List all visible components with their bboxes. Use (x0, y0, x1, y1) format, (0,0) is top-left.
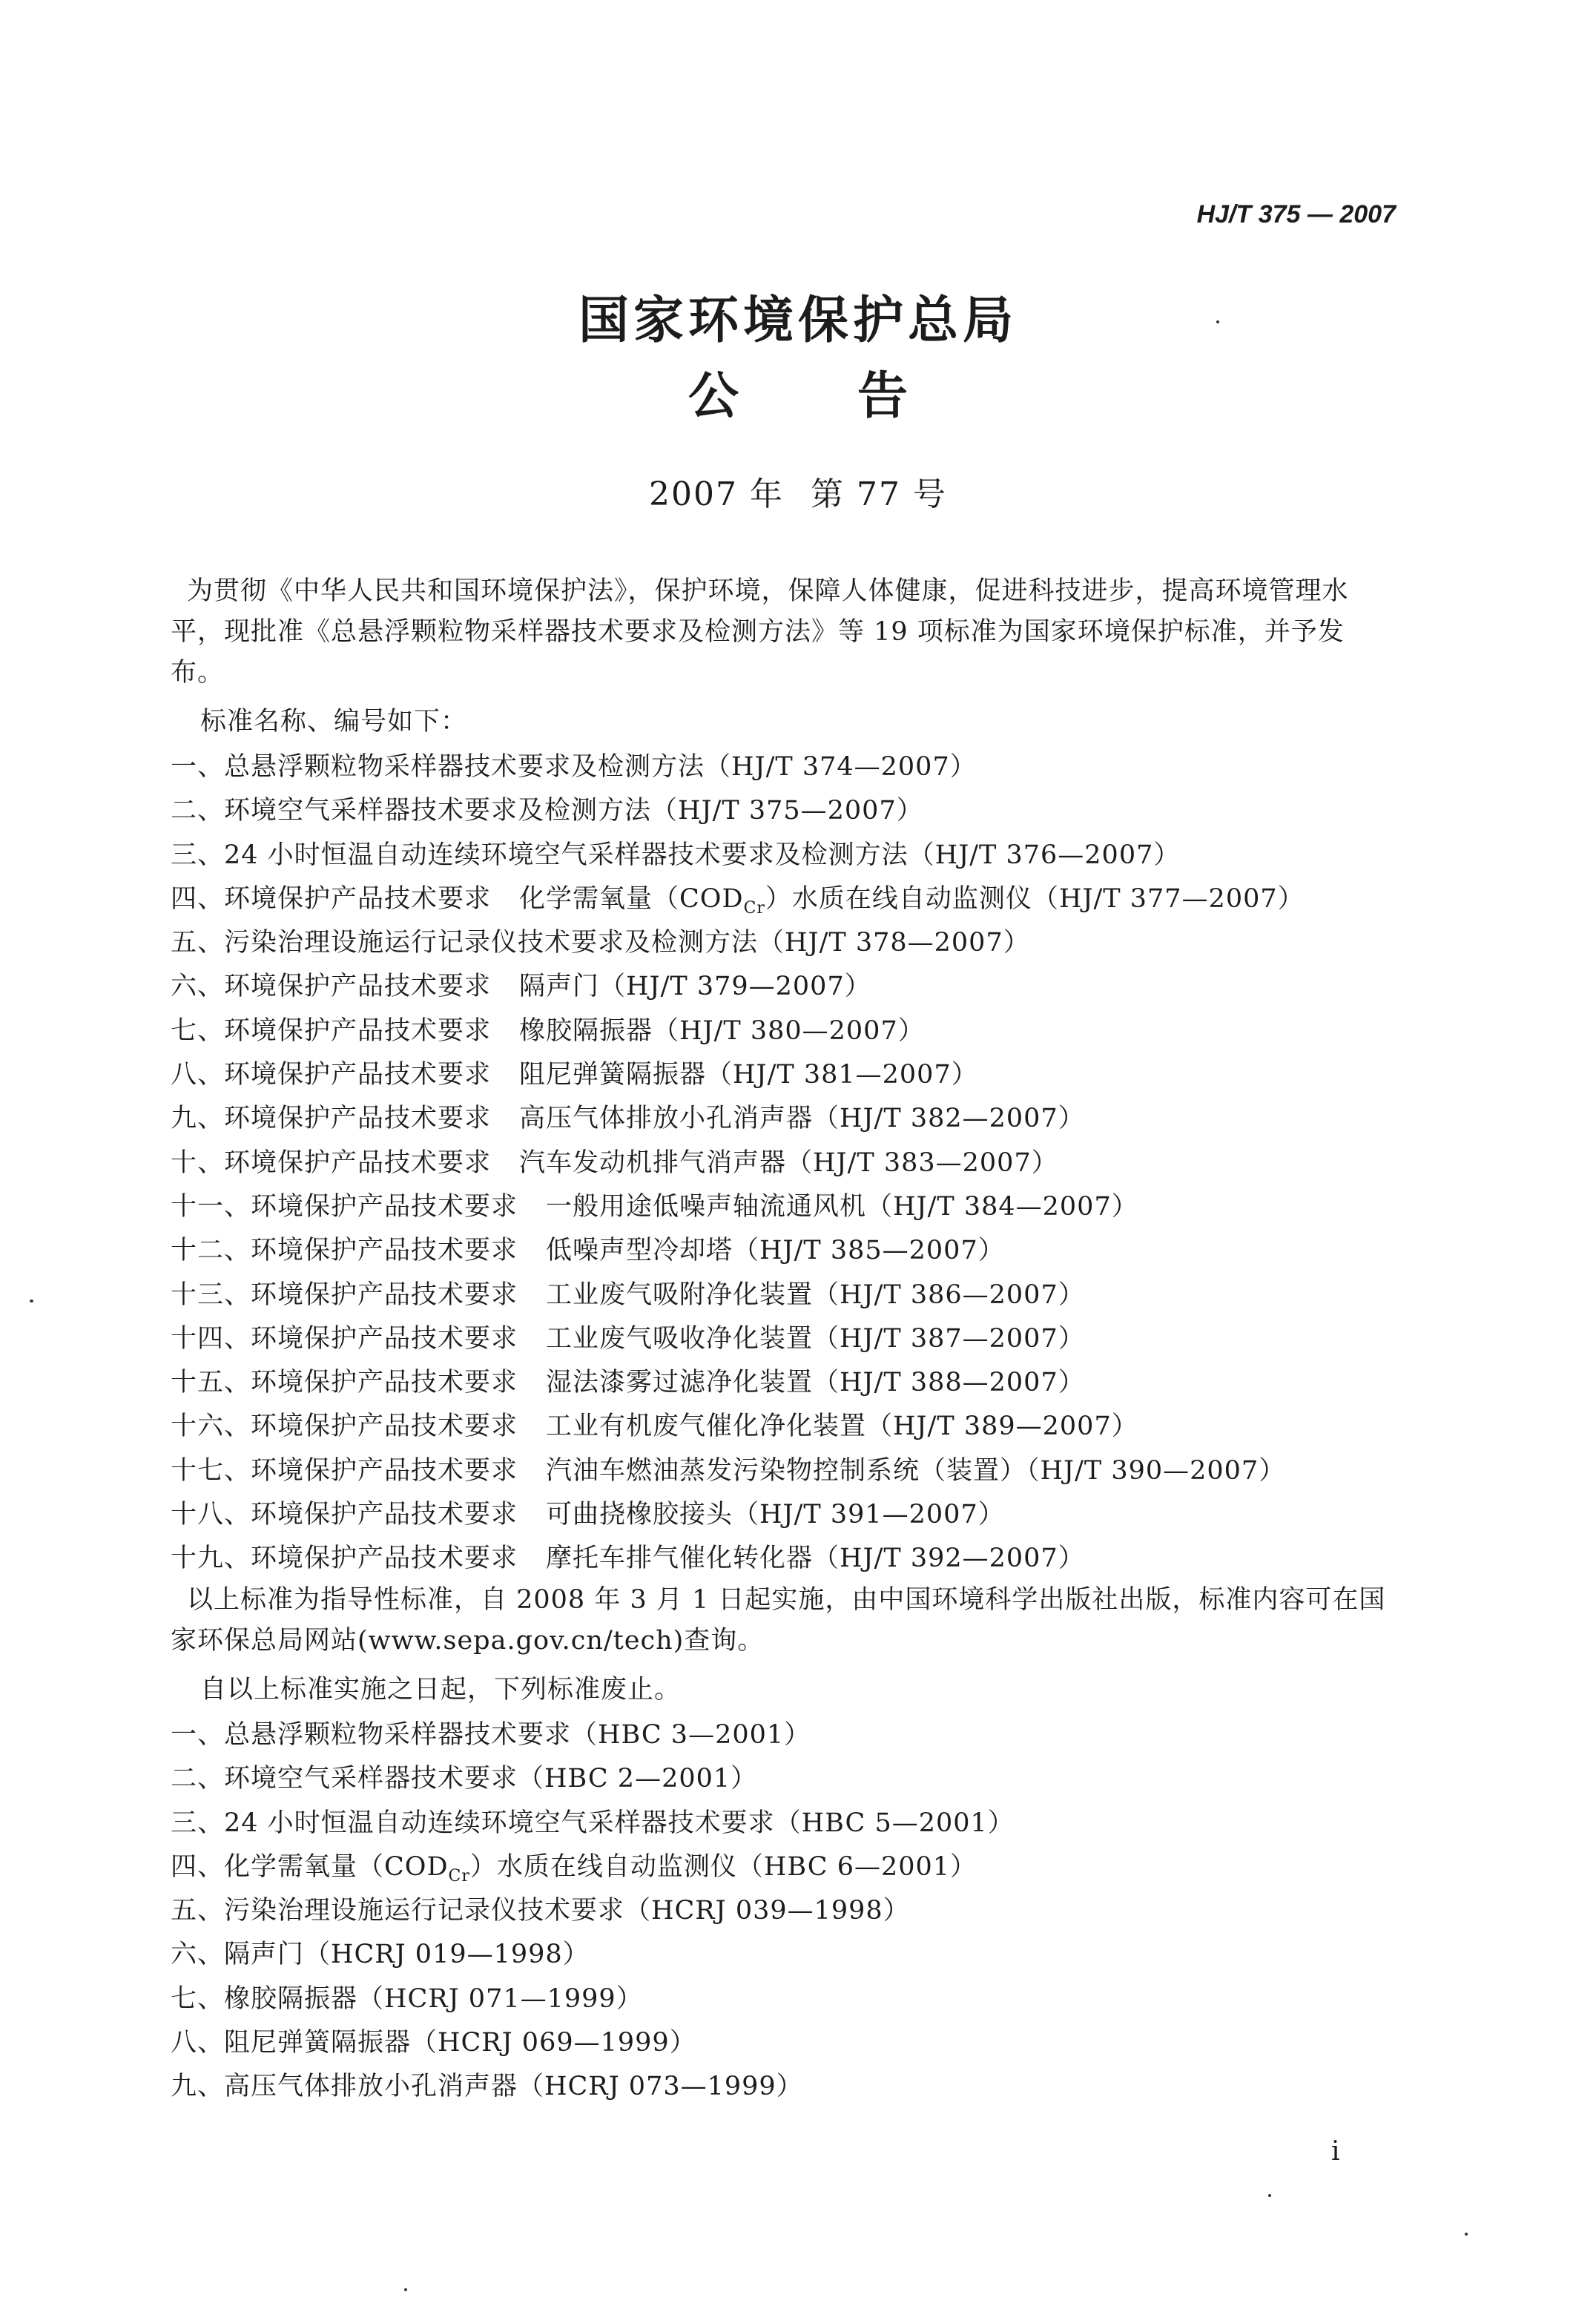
standard-code: （HJ/T 376—2007） (908, 840, 1181, 870)
abolished-item: 四、化学需氧量$(COD_{Cr})$水质在线自动监测仪（HBC 6—2001） (171, 1851, 977, 1886)
standard-code: （HJ/T 390—2007） (1026, 1455, 1286, 1486)
intro-paragraph: 为贯彻《中华人民共和国环境保护法》，保护环境，保障人体健康，促进科技进步，提高环境管理水平，现批准《总悬浮颗粒物采样器技术要求及检测方法》等 19 项标准为国家环境保护标准，并予发布。 (171, 576, 1349, 688)
abolished-item: 一、总悬浮颗粒物采样器技术要求（HBC 3—2001） (171, 1720, 811, 1750)
standard-code: （HJ/T 381—2007） (706, 1060, 978, 1090)
standard-prefix: 五、污染治理设施运行记录仪技术要求及检测方法 (171, 928, 759, 958)
standard-code: （HJ/T 382—2007） (813, 1104, 1085, 1134)
standard-item (171, 1185, 1305, 1229)
scan-speck (404, 2288, 407, 2291)
standard-name: 工业废气吸附净化装置 (546, 1279, 814, 1310)
standard-code-header: HJ/T 375 — 2007 (1196, 200, 1396, 228)
standard-code: （HJ/T 389—2007） (866, 1412, 1138, 1442)
standard-item (171, 789, 1305, 833)
standard-prefix: 十、环境保护产品技术要求 (171, 1147, 492, 1178)
standard-prefix: 六、环境保护产品技术要求 (171, 972, 492, 1002)
standard-code: （HJ/T 384—2007） (866, 1191, 1138, 1222)
issue-line (0, 467, 1596, 515)
standard-item (171, 921, 1305, 965)
standard-code: （HJ/T 375—2007） (651, 796, 923, 826)
standard-item (171, 1010, 1305, 1053)
standard-code: （HJ/T 385—2007） (733, 1236, 1005, 1266)
standard-item (171, 1097, 1305, 1141)
standard-prefix: 十二、环境保护产品技术要求 (171, 1236, 518, 1266)
standard-code: （HJ/T 383—2007） (786, 1147, 1058, 1178)
standard-item (171, 1317, 1305, 1361)
standard-item (171, 1405, 1305, 1449)
standard-prefix: 一、总悬浮颗粒物采样器技术要求及检测方法 (171, 752, 705, 782)
standard-item (171, 1142, 1305, 1185)
scan-speck (1268, 2194, 1271, 2197)
standard-item (171, 1361, 1305, 1405)
issue-year: 2007 年 (649, 475, 784, 513)
standard-item (171, 1537, 1305, 1581)
standard-prefix: 十九、环境保护产品技术要求 (171, 1544, 518, 1574)
standard-code: （HJ/T 387—2007） (813, 1323, 1085, 1354)
standard-item (171, 877, 1305, 921)
abolished-item: 九、高压气体排放小孔消声器（HCRJ 073—1999） (171, 2072, 803, 2102)
abolished-item: 八、阻尼弹簧隔振器（HCRJ 069—1999） (171, 2028, 696, 2058)
standard-item (171, 1274, 1305, 1317)
standard-name: 摩托车排气催化转化器 (546, 1544, 814, 1574)
abolished-list (171, 1713, 1015, 2110)
standard-item (171, 1449, 1305, 1493)
standard-code: （HJ/T 378—2007） (758, 928, 1030, 958)
standard-prefix: 九、环境保护产品技术要求 (171, 1104, 492, 1134)
standard-item (171, 1493, 1305, 1537)
standard-prefix: 十六、环境保护产品技术要求 (171, 1412, 518, 1442)
standard-prefix: 十七、环境保护产品技术要求 (171, 1455, 518, 1486)
scan-speck (30, 1300, 33, 1302)
abolished-item: 五、污染治理设施运行记录仪技术要求（HCRJ 039—1998） (171, 1896, 910, 1926)
standard-code: （HJ/T 392—2007） (813, 1544, 1085, 1574)
standard-name: 汽油车燃油蒸发污染物控制系统（装置） (546, 1455, 1027, 1486)
standard-prefix: 十八、环境保护产品技术要求 (171, 1500, 518, 1530)
scan-speck (1465, 2233, 1468, 2236)
standard-prefix: 七、环境保护产品技术要求 (171, 1015, 492, 1046)
standard-item (171, 745, 1305, 789)
standard-name: 可曲挠橡胶接头 (546, 1500, 733, 1530)
standard-name: 低噪声型冷却塔 (546, 1236, 733, 1266)
announcement-title: 公告 (687, 367, 1026, 426)
page-number: i (1331, 2136, 1340, 2167)
standard-name: 隔声门 (519, 972, 600, 1002)
standard-prefix: 十四、环境保护产品技术要求 (171, 1323, 518, 1354)
standard-prefix: 二、环境空气采样器技术要求及检测方法 (171, 796, 652, 826)
standard-code: （HJ/T 379—2007） (599, 972, 871, 1002)
standard-code: （HJ/T 380—2007） (653, 1015, 925, 1046)
standard-code: （HJ/T 388—2007） (813, 1368, 1085, 1398)
standard-name: 化学需氧量$(COD_{Cr})$水质在线自动监测仪 (519, 883, 1032, 918)
standard-code: （HJ/T 386—2007） (813, 1279, 1085, 1310)
standard-name: 高压气体排放小孔消声器 (519, 1104, 814, 1134)
implementation-paragraph: 以上标准为指导性标准，自 2008 年 3 月 1 日起实施，由中国环境科学出版社出版，标准内容可在国家环保总局网站(www.sepa.gov.cn/tech)查询。 (171, 1585, 1386, 1656)
standards-list (171, 745, 1305, 1581)
standard-prefix: 三、24 小时恒温自动连续环境空气采样器技术要求及检测方法 (171, 840, 909, 870)
standard-item (171, 1229, 1305, 1273)
standard-item (171, 965, 1305, 1009)
scan-speck (1216, 320, 1219, 323)
standard-code: （HJ/T 377—2007） (1032, 883, 1305, 914)
agency-title: 国家环境保护总局 (578, 292, 1018, 350)
standard-name: 汽车发动机排气消声器 (519, 1147, 787, 1178)
standard-name: 工业废气吸收净化装置 (546, 1323, 814, 1354)
standard-name: 工业有机废气催化净化装置 (546, 1412, 867, 1442)
standard-prefix: 十三、环境保护产品技术要求 (171, 1279, 518, 1310)
standard-prefix: 十一、环境保护产品技术要求 (171, 1191, 518, 1222)
list-intro: 标准名称、编号如下： (200, 707, 468, 737)
standard-name: 橡胶隔振器 (519, 1015, 653, 1046)
standard-name: 阻尼弹簧隔振器 (519, 1060, 707, 1090)
abolished-item: 二、环境空气采样器技术要求（HBC 2—2001） (171, 1764, 758, 1794)
issue-number: 第 77 号 (811, 475, 947, 513)
standard-name: 湿法漆雾过滤净化装置 (546, 1368, 814, 1398)
abolished-item: 三、24 小时恒温自动连续环境空气采样器技术要求（HBC 5—2001） (171, 1808, 1015, 1838)
abolished-item: 七、橡胶隔振器（HCRJ 071—1999） (171, 1983, 643, 2014)
standard-item (171, 834, 1305, 877)
standard-code: （HJ/T 391—2007） (733, 1500, 1005, 1530)
standard-prefix: 十五、环境保护产品技术要求 (171, 1368, 518, 1398)
standard-prefix: 八、环境保护产品技术要求 (171, 1060, 492, 1090)
abolished-item: 六、隔声门（HCRJ 019—1998） (171, 1940, 590, 1970)
abolish-intro: 自以上标准实施之日起，下列标准废止。 (200, 1675, 682, 1705)
standard-name: 一般用途低噪声轴流通风机 (546, 1191, 867, 1222)
standard-prefix: 四、环境保护产品技术要求 (171, 883, 492, 914)
standard-code: （HJ/T 374—2007） (705, 752, 977, 782)
standard-item (171, 1053, 1305, 1097)
